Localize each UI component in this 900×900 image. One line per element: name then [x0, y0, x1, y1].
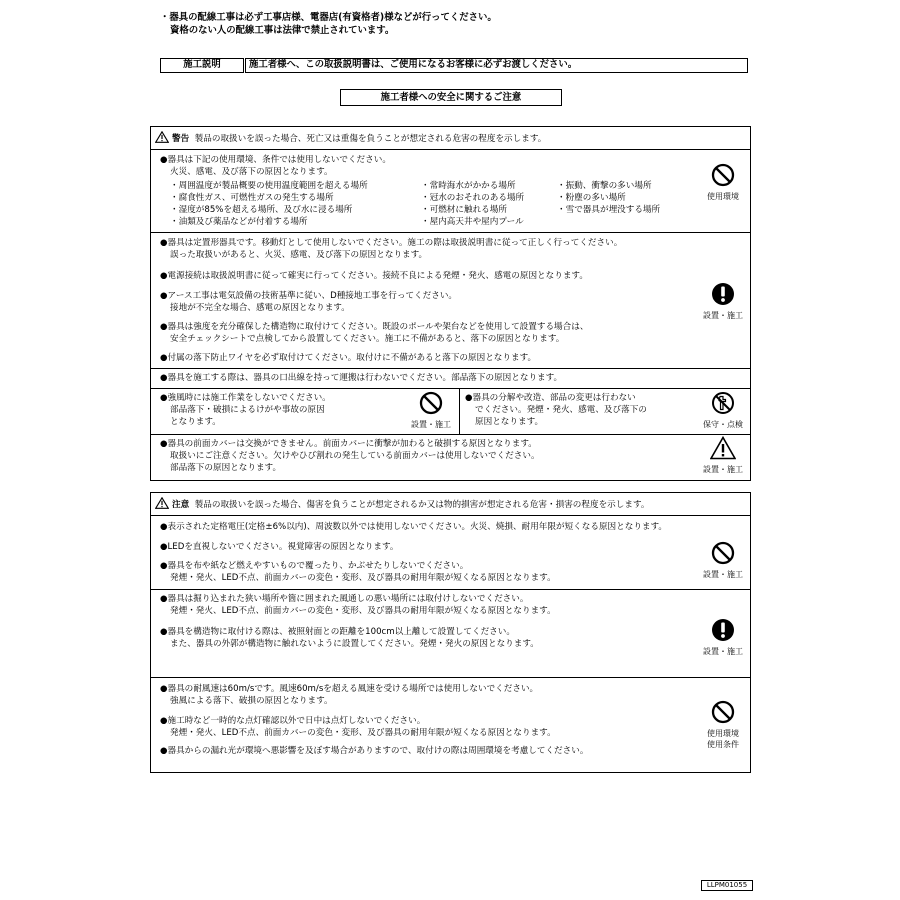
env-conditions-col-3: [557, 180, 660, 216]
caution-title: 注意: [172, 500, 190, 510]
install-text: ●器具は定置形器具です。移動灯として使用しないでください。施工の際は取扱説明書に従って正しく行ってください。: [160, 238, 623, 248]
prohibition-icon: [711, 541, 735, 565]
env-item: [160, 154, 391, 178]
caution-g1-icon-label: 設置・施工: [703, 570, 743, 579]
env-line-1: ●器具は下記の使用環境、条件では使用しないでください。: [160, 155, 391, 165]
divider: [151, 368, 750, 369]
modify-text: 原因となります。: [475, 417, 544, 427]
caution-g1-icon-group: [693, 541, 753, 580]
divider: [151, 677, 750, 678]
install-item-3: [160, 290, 457, 314]
modify-icon-group: [693, 391, 753, 430]
cover-icon-label: 設置・施工: [703, 465, 743, 474]
prohibition-icon: [419, 391, 443, 415]
caution-text: ●器具を布や紙など燃えやすいもので覆ったり、かぶせたりしないでください。: [160, 561, 469, 571]
divider: [151, 232, 750, 233]
caution-text: 発煙・発火、LED不点、前面カバーの変色・変形、及び器具の耐用年限が短くなる原因となります。: [170, 606, 556, 616]
cover-icon-group: [693, 436, 753, 475]
wiring-notice-line-1: ・器具の配線工事は必ず工事店様、電器店(有資格者)様などが行ってください。: [160, 12, 497, 23]
caution-g3-icon-group: [693, 700, 753, 750]
caution-g3-item-3: ●器具からの漏れ光が環境へ悪影響を及ぼす場合がありますので、取付けの際は周囲環境を考慮してください。: [160, 746, 589, 756]
condition: ・常時海水がかかる場所: [421, 181, 516, 191]
prohibition-icon: [711, 163, 735, 187]
modify-text: でください。発煙・発火、感電、及び落下の: [475, 405, 647, 415]
warning-description: 製品の取扱いを誤った場合、死亡又は重傷を負うことが想定される危害の程度を示します。: [194, 134, 547, 144]
env-conditions-col-2: [421, 180, 524, 228]
condition: ・可燃材に触れる場所: [421, 205, 507, 215]
condition: ・周囲温度が製品概要の使用温度範囲を超える場所: [170, 181, 368, 191]
divider: [459, 388, 460, 434]
install-text: ●電源接続は取扱説明書に従って確実に行ってください。接続不良による発煙・発火、感電の原因となります。: [160, 271, 588, 281]
wind-text: 部品落下・破損によるけがや事故の原因: [170, 405, 325, 415]
caution-text: 発煙・発火、LED不点、前面カバーの変色・変形、及び器具の耐用年限が短くなる原因となります。: [170, 573, 556, 583]
modify-text: ●器具の分解や改造、部品の変更は行わない: [465, 393, 636, 403]
caution-g1-item-1: ●表示された定格電圧(定格±6%以内)、周波数以外では使用しないでください。火災、焼損、耐用年限が短くなる原因となります。: [160, 522, 668, 532]
safety-title: 施工者様への安全に関するご注意: [340, 89, 562, 106]
install-icon-label: 設置・施工: [703, 311, 743, 320]
caution-text: 強風による落下、破損の原因となります。: [170, 696, 333, 706]
document-code: LLPM01055: [701, 880, 753, 891]
caution-g2-item-1: [160, 593, 556, 617]
caution-g1-item-2: ●LEDを直視しないでください。視覚障害の原因となります。: [160, 542, 399, 552]
wiring-notice: [160, 11, 497, 37]
install-text: ●アース工事は電気設備の技術基準に従い、D種接地工事を行ってください。: [160, 291, 458, 301]
condition: ・湿度が85%を超える場所、及び水に浸る場所: [170, 205, 353, 215]
condition: ・粉塵の多い場所: [557, 193, 626, 203]
install-text: 誤った取扱いがあると、火災、感電、及び落下の原因となります。: [170, 250, 428, 260]
wind-icon-group: [401, 391, 461, 430]
caution-text: ●器具の耐風速は60m/sです。風速60m/sを超える風速を受ける場所では使用しないでください。: [160, 684, 539, 694]
caution-g2-icon-group: [693, 618, 753, 657]
caution-g3-icon-label-2: 使用条件: [707, 740, 739, 749]
condition: ・腐食性ガス、可燃性ガスの発生する場所: [170, 193, 334, 203]
install-item-5: [160, 352, 536, 364]
no-disassembly-icon: [711, 391, 735, 415]
caution-text: ●施工時など一時的な点灯確認以外で日中は点灯しないでください。: [160, 716, 426, 726]
caution-text: また、器具の外郭が構造物に触れないように設置してください。発煙・発火の原因となります。: [170, 639, 539, 649]
modify-item: [465, 392, 647, 428]
wind-text: となります。: [170, 417, 221, 427]
cover-text: ●器具の前面カバーは交換ができません。前面カバーに衝撃が加わると破損する原因となります。: [160, 439, 537, 449]
install-text: ●器具は強度を充分確保した構造物に取付けてください。既設のポールや架台などを使用して設置する場合は、: [160, 322, 589, 332]
condition: ・雪で器具が埋没する場所: [557, 205, 661, 215]
divider: [151, 589, 750, 590]
install-text: 安全チェックシートで点検してから設置してください。施工に不備があると、落下の原因となります。: [170, 334, 565, 344]
wiring-notice-line-2: 資格のない人の配線工事は法律で禁止されています。: [170, 25, 395, 36]
prohibition-icon: [711, 700, 735, 724]
mandatory-icon: [711, 618, 735, 642]
warning-section: [150, 126, 751, 481]
warning-header: [155, 131, 546, 145]
env-icon-group: [693, 163, 753, 202]
modify-icon-label: 保守・点検: [703, 420, 743, 429]
wind-item: [160, 392, 331, 428]
install-item-2: [160, 270, 588, 282]
install-text: ●付属の落下防止ワイヤを必ず取付けてください。取付けに不備があると落下の原因となります。: [160, 353, 537, 363]
env-line-2: 火災、感電、及び落下の原因となります。: [170, 167, 333, 177]
caution-g3-item-2: [160, 715, 556, 739]
caution-g1-item-3: [160, 560, 556, 584]
divider: [151, 149, 750, 150]
env-conditions-col-1: [170, 180, 368, 228]
cover-text: 取扱いにご注意ください。欠けやひび割れの発生している前面カバーは使用しないでください。: [170, 451, 540, 461]
condition: ・油類及び薬品などが付着する場所: [170, 217, 308, 227]
warning-title: 警告: [172, 134, 190, 144]
wind-icon-label: 設置・施工: [411, 420, 451, 429]
condition: ・振動、衝撃の多い場所: [557, 181, 652, 191]
warning-triangle-icon: [710, 436, 736, 460]
instruction-label: 施工説明: [160, 58, 244, 73]
wind-text: ●強風時には施工作業をしないでください。: [160, 393, 331, 403]
condition: ・冠水のおそれのある場所: [421, 193, 525, 203]
divider: [151, 388, 750, 389]
install-text: 接地が不完全な場合、感電の原因となります。: [170, 303, 350, 313]
cover-item: [160, 438, 540, 474]
warning-triangle-icon: [155, 131, 169, 143]
install-item-4: [160, 321, 588, 345]
caution-g2-icon-label: 設置・施工: [703, 647, 743, 656]
install-icon-group: [693, 282, 753, 321]
carry-item: ●器具を施工する際は、器具の口出線を持って運搬は行わないでください。部品落下の原因となります。: [160, 373, 563, 383]
env-icon-label: 使用環境: [707, 192, 739, 201]
caution-g2-item-2: [160, 626, 539, 650]
caution-g3-icon-label-1: 使用環境: [707, 729, 739, 738]
instruction-notice: 施工者様へ、この取扱説明書は、ご使用になるお客様に必ずお渡しください。: [245, 58, 748, 73]
caution-header: [155, 497, 649, 511]
install-item-1: [160, 237, 622, 261]
divider: [151, 515, 750, 516]
caution-text: ●器具を構造物に取付ける際は、被照射面との距離を100cm以上離して設置してください。: [160, 627, 515, 637]
cover-text: 部品落下の原因となります。: [170, 463, 282, 473]
caution-text: ●器具は掘り込まれた狭い場所や箇に囲まれた風通しの悪い場所には取付けしないでください。: [160, 594, 529, 604]
caution-description: 製品の取扱いを誤った場合、傷害を負うことが想定されるか又は物的損害が想定される危害・損害の程度を示します。: [194, 500, 650, 510]
condition: ・屋内高天井や屋内プール: [421, 217, 524, 227]
caution-section: [150, 492, 751, 773]
caution-g3-item-1: [160, 683, 538, 707]
warning-triangle-icon: [155, 497, 169, 509]
caution-text: 発煙・発火、LED不点、前面カバーの変色・変形、及び器具の耐用年限が短くなる原因となります。: [170, 728, 556, 738]
divider: [151, 434, 750, 435]
mandatory-icon: [711, 282, 735, 306]
